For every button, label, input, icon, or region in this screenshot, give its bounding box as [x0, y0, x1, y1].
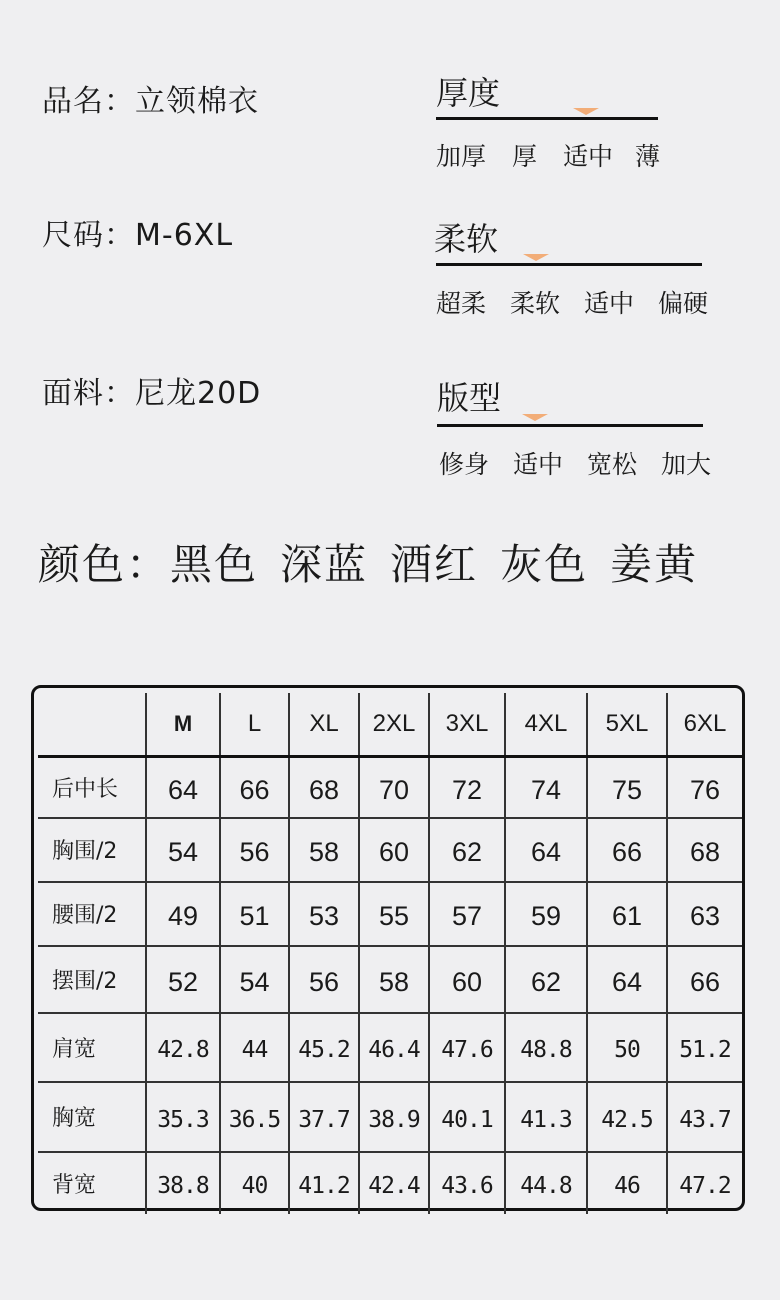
table-cell: 43.7	[667, 1082, 742, 1152]
table-cell: 38.9	[359, 1082, 429, 1152]
color-item: 灰色	[500, 540, 589, 589]
row-label: 胸围/2	[38, 818, 146, 882]
table-cell: 49	[146, 882, 220, 946]
thickness-option: 厚	[512, 142, 538, 171]
table-cell: 44	[220, 1013, 289, 1082]
table-cell: 60	[359, 818, 429, 882]
table-cell: 35.3	[146, 1082, 220, 1152]
table-cell: 57	[429, 882, 505, 946]
table-cell: 55	[359, 882, 429, 946]
table-cell: 63	[667, 882, 742, 946]
table-cell: 52	[146, 946, 220, 1013]
fit-option: 修身	[439, 450, 490, 479]
table-cell: 68	[289, 757, 359, 818]
table-cell: 66	[587, 818, 667, 882]
table-cell: 59	[505, 882, 587, 946]
table-row	[38, 1013, 742, 1082]
product-fabric: 面料：尼龙20D	[42, 376, 262, 411]
row-label: 背宽	[38, 1152, 146, 1214]
color-list	[38, 532, 720, 592]
fit-option: 适中	[513, 450, 564, 479]
table-row	[38, 882, 742, 946]
table-cell: 74	[505, 757, 587, 818]
softness-title: 柔软	[434, 220, 499, 258]
product-size: 尺码：M-6XL	[42, 218, 234, 253]
size-header: 2XL	[359, 693, 429, 757]
table-cell: 37.7	[289, 1082, 359, 1152]
table-row	[38, 1082, 742, 1152]
thickness-option: 薄	[635, 142, 661, 171]
softness-options	[436, 284, 708, 320]
fit-options	[439, 445, 711, 481]
row-label: 肩宽	[38, 1013, 146, 1082]
table-cell: 36.5	[220, 1082, 289, 1152]
table-cell: 72	[429, 757, 505, 818]
table-cell: 46	[587, 1152, 667, 1214]
table-row	[38, 757, 742, 818]
table-cell: 50	[587, 1013, 667, 1082]
softness-marker-icon	[523, 254, 549, 261]
table-cell: 62	[429, 818, 505, 882]
color-label: 颜色：	[38, 540, 171, 589]
table-cell: 47.2	[667, 1152, 742, 1214]
row-label: 胸宽	[38, 1082, 146, 1152]
fit-title: 版型	[437, 379, 502, 417]
table-cell: 76	[667, 757, 742, 818]
table-row	[38, 1152, 742, 1214]
table-cell: 64	[505, 818, 587, 882]
fit-marker-icon	[522, 414, 548, 421]
row-label: 后中长	[38, 757, 146, 818]
table-cell: 62	[505, 946, 587, 1013]
row-label: 摆围/2	[38, 946, 146, 1013]
table-cell: 61	[587, 882, 667, 946]
table-cell: 66	[220, 757, 289, 818]
table-cell: 68	[667, 818, 742, 882]
table-cell: 42.8	[146, 1013, 220, 1082]
size-header: 6XL	[667, 693, 742, 757]
table-cell: 60	[429, 946, 505, 1013]
table-cell: 45.2	[289, 1013, 359, 1082]
thickness-marker-icon	[573, 108, 599, 115]
size-table	[38, 693, 742, 1214]
table-cell: 38.8	[146, 1152, 220, 1214]
table-cell: 56	[220, 818, 289, 882]
table-cell: 40.1	[429, 1082, 505, 1152]
fit-scale-line	[437, 424, 703, 427]
table-cell: 46.4	[359, 1013, 429, 1082]
softness-option: 适中	[584, 289, 635, 318]
softness-option: 超柔	[436, 289, 487, 318]
table-cell: 44.8	[505, 1152, 587, 1214]
thickness-option: 加厚	[436, 142, 487, 171]
softness-scale-line	[436, 263, 702, 266]
softness-option: 偏硬	[658, 289, 709, 318]
table-cell: 66	[667, 946, 742, 1013]
fit-option: 加大	[661, 450, 712, 479]
size-header: 3XL	[429, 693, 505, 757]
table-cell: 41.2	[289, 1152, 359, 1214]
product-name: 品名：立领棉衣	[42, 84, 259, 119]
table-cell: 42.4	[359, 1152, 429, 1214]
table-cell: 70	[359, 757, 429, 818]
color-item: 姜黄	[610, 540, 699, 589]
thickness-scale-line	[436, 117, 658, 120]
table-cell: 58	[289, 818, 359, 882]
table-cell: 42.5	[587, 1082, 667, 1152]
table-cell: 47.6	[429, 1013, 505, 1082]
table-cell: 53	[289, 882, 359, 946]
table-corner	[38, 693, 146, 757]
softness-option: 柔软	[510, 289, 561, 318]
table-row	[38, 818, 742, 882]
thickness-option: 适中	[563, 142, 614, 171]
table-cell: 48.8	[505, 1013, 587, 1082]
fit-option: 宽松	[587, 450, 638, 479]
size-header: L	[220, 693, 289, 757]
table-cell: 56	[289, 946, 359, 1013]
color-item: 深蓝	[280, 540, 369, 589]
color-item: 酒红	[390, 540, 479, 589]
size-header: XL	[289, 693, 359, 757]
table-row	[38, 946, 742, 1013]
thickness-title: 厚度	[436, 74, 501, 112]
table-cell: 64	[587, 946, 667, 1013]
table-cell: 51.2	[667, 1013, 742, 1082]
size-header: M	[146, 693, 220, 757]
color-item: 黑色	[170, 540, 259, 589]
row-label: 腰围/2	[38, 882, 146, 946]
table-cell: 58	[359, 946, 429, 1013]
table-cell: 41.3	[505, 1082, 587, 1152]
table-header-row	[38, 693, 742, 757]
table-cell: 54	[146, 818, 220, 882]
table-cell: 51	[220, 882, 289, 946]
table-cell: 64	[146, 757, 220, 818]
table-cell: 54	[220, 946, 289, 1013]
thickness-options	[436, 137, 660, 173]
table-cell: 75	[587, 757, 667, 818]
table-cell: 40	[220, 1152, 289, 1214]
table-cell: 43.6	[429, 1152, 505, 1214]
size-header: 5XL	[587, 693, 667, 757]
size-header: 4XL	[505, 693, 587, 757]
